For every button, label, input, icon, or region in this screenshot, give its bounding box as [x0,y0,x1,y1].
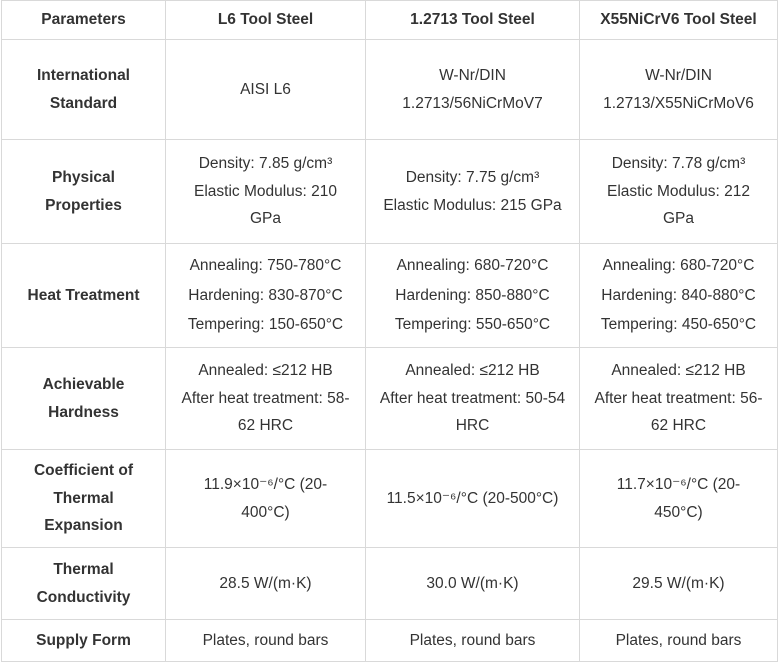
cell-line: After heat treatment: 50-54 HRC [379,389,566,435]
cell-line: 11.5×10⁻⁶/°C (20-500°C) [386,489,559,507]
cell-line: Tempering: 550-650°C [394,316,551,334]
param-international-standard: International Standard [2,40,166,140]
cell-12713-standard [366,40,580,140]
cell-line: 11.9×10⁻⁶/°C (20-400°C) [203,476,328,521]
cell-line: Plates, round bars [615,631,742,649]
cell-12713-heat [366,244,580,348]
cell-x55-heat [580,244,778,348]
param-achievable-hardness: Achievable Hardness [2,348,166,450]
cell-line: Annealing: 680-720°C [396,257,549,275]
cell-line: Plates, round bars [409,631,536,649]
cell-line: W-Nr/DIN 1.2713/56NiCrMoV7 [402,67,543,112]
cell-line: Density: 7.78 g/cm³ [611,155,746,173]
table-row [2,450,778,548]
cell-line: 11.7×10⁻⁶/°C (20-450°C) [616,476,741,521]
cell-l6-standard [166,40,366,140]
cell-line: Annealed: ≤212 HB [611,362,746,380]
header-x55nicrv6: X55NiCrV6 Tool Steel [580,1,778,40]
cell-line: Plates, round bars [202,631,329,649]
cell-line: Hardening: 840-880°C [601,286,756,304]
cell-l6-expansion [166,450,366,548]
cell-line: After heat treatment: 56-62 HRC [594,389,763,435]
cell-x55-supply [580,620,778,662]
cell-line: W-Nr/DIN 1.2713/X55NiCrMoV6 [603,67,754,112]
cell-line: Elastic Modulus: 215 GPa [383,196,562,214]
cell-x55-physical [580,140,778,244]
cell-x55-conductivity [580,548,778,620]
cell-line: Tempering: 450-650°C [600,316,757,334]
param-supply-form: Supply Form [2,620,166,662]
table-row [2,40,778,140]
cell-line: Annealed: ≤212 HB [405,362,540,380]
cell-line: After heat treatment: 58-62 HRC [181,389,350,435]
cell-l6-heat [166,244,366,348]
header-row [2,1,778,40]
cell-l6-physical [166,140,366,244]
cell-l6-hardness [166,348,366,450]
cell-line: Density: 7.75 g/cm³ [405,169,540,186]
cell-12713-hardness [366,348,580,450]
cell-line: Annealed: ≤212 HB [198,362,333,380]
cell-l6-conductivity [166,548,366,620]
cell-l6-supply [166,620,366,662]
cell-line: Annealing: 680-720°C [602,257,755,275]
cell-line: Hardening: 830-870°C [188,286,343,304]
cell-x55-hardness [580,348,778,450]
cell-line: AISI L6 [240,80,291,98]
cell-12713-expansion [366,450,580,548]
cell-line: 29.5 W/(m·K) [632,574,725,592]
steel-comparison-table [1,0,778,662]
table-row [2,348,778,450]
cell-x55-expansion [580,450,778,548]
param-thermal-conductivity: Thermal Conductivity [2,548,166,620]
header-parameters: Parameters [2,1,166,40]
table-row [2,140,778,244]
cell-line: Tempering: 150-650°C [187,316,344,334]
table-row [2,620,778,662]
cell-line: Elastic Modulus: 210 GPa [193,182,338,228]
table-row [2,548,778,620]
cell-line: Density: 7.85 g/cm³ [198,155,333,173]
cell-line: Annealing: 750-780°C [189,257,342,275]
cell-12713-supply [366,620,580,662]
param-heat-treatment: Heat Treatment [2,244,166,348]
cell-line: Hardening: 850-880°C [395,286,550,304]
header-l6: L6 Tool Steel [166,1,366,40]
cell-x55-standard [580,40,778,140]
cell-line: 28.5 W/(m·K) [219,574,312,592]
header-1-2713: 1.2713 Tool Steel [366,1,580,40]
cell-line: 30.0 W/(m·K) [426,574,519,592]
cell-12713-conductivity [366,548,580,620]
table-row [2,244,778,348]
param-thermal-expansion: Coefficient of Thermal Expansion [2,450,166,548]
cell-line: Elastic Modulus: 212 GPa [606,182,751,228]
param-physical-properties: Physical Properties [2,140,166,244]
cell-12713-physical [366,140,580,244]
